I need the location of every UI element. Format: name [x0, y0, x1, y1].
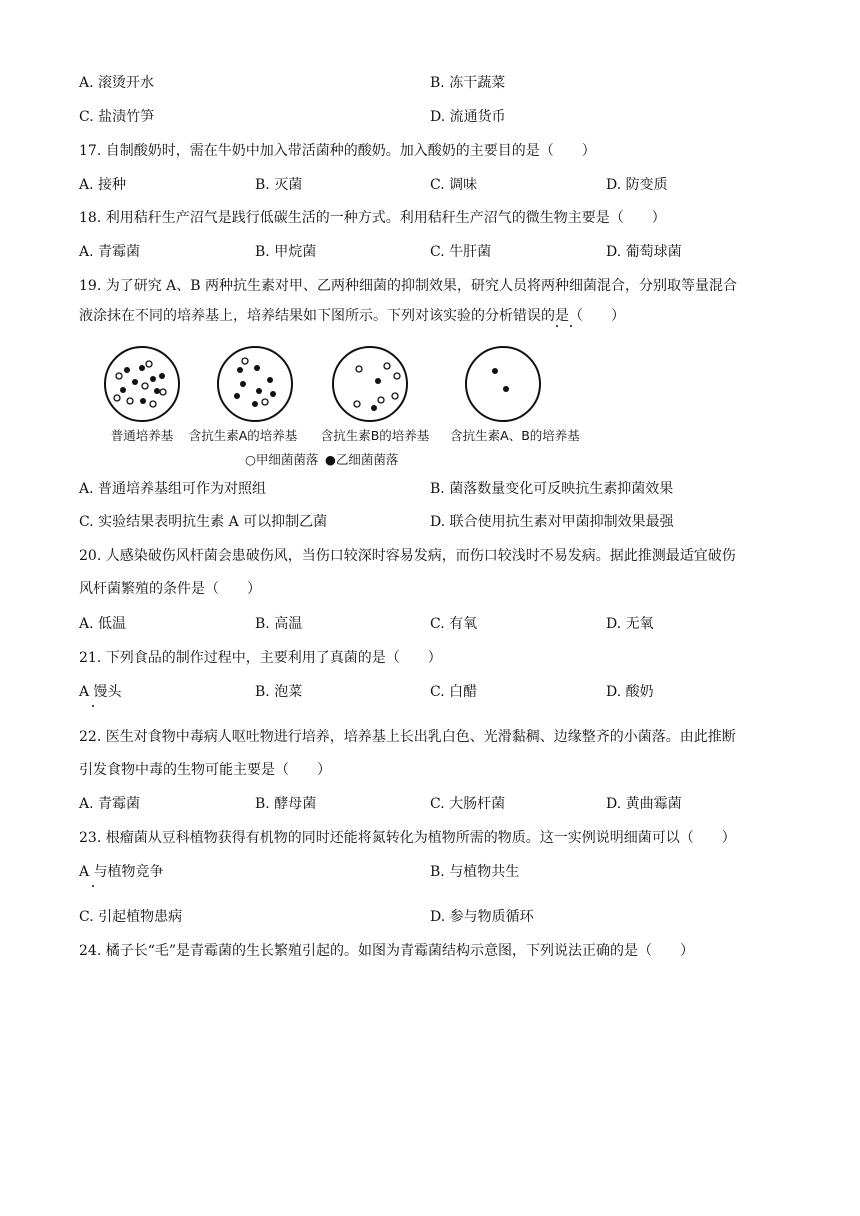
petri-dish-antibiotic-b	[333, 347, 407, 421]
emphasis-dot	[570, 325, 572, 327]
q23-option-c: C. 引起植物患病	[79, 909, 183, 925]
q19-option-b: B. 菌落数量变化可反映抗生素抑菌效果	[430, 481, 674, 497]
q18-stem: 18. 利用秸秆生产沼气是践行低碳生活的一种方式。利用秸秆生产沼气的微生物主要是（ ）	[79, 210, 666, 226]
q24-stem: 24. 橘子长“毛”是青霉菌的生长繁殖引起的。如图为青霉菌结构示意图，下列说法正确的是（ ）	[79, 943, 695, 959]
option-dot	[92, 705, 94, 707]
q23-stem: 23. 根瘤菌从豆科植物获得有机物的同时还能将氮转化为植物所需的物质。这一实例说明细菌可以（ ）	[79, 830, 736, 846]
q23-option-d: D. 参与物质循环	[430, 909, 534, 925]
q16-option-c: C. 盐渍竹笋	[79, 109, 155, 125]
petri-dish-ordinary	[105, 347, 179, 421]
q16-option-a: A. 滚烫开水	[79, 75, 155, 91]
q22-option-b: B. 酵母菌	[255, 796, 317, 812]
option-dot	[92, 885, 94, 887]
q16-option-b: B. 冻干蔬菜	[430, 75, 506, 91]
q21-option-a: A 馒头	[79, 684, 122, 700]
q21-option-c: C. 白醋	[430, 684, 478, 700]
petri-dish-antibiotic-a	[218, 347, 292, 421]
dish-label-ab: 含抗生素A、B的培养基	[450, 428, 580, 443]
q18-option-a: A. 青霉菌	[79, 244, 141, 260]
q22-option-d: D. 黄曲霉菌	[606, 796, 682, 812]
dish-label-ordinary: 普通培养基	[110, 428, 174, 443]
q16-option-d: D. 流通货币	[430, 109, 506, 125]
q18-option-d: D. 葡萄球菌	[606, 244, 682, 260]
q17-option-c: C. 调味	[430, 177, 478, 193]
q17-option-b: B. 灭菌	[255, 177, 303, 193]
q18-option-b: B. 甲烷菌	[255, 244, 317, 260]
q23-option-a: A 与植物竞争	[79, 864, 164, 880]
q21-stem: 21. 下列食品的制作过程中，主要利用了真菌的是（ ）	[79, 650, 442, 666]
q20-option-b: B. 高温	[255, 616, 303, 632]
q17-option-a: A. 接种	[79, 177, 127, 193]
q17-stem: 17. 自制酸奶时，需在牛奶中加入带活菌种的酸奶。加入酸奶的主要目的是（ ）	[79, 143, 596, 159]
q19-option-a: A. 普通培养基组可作为对照组	[79, 481, 267, 497]
q20-option-d: D. 无氧	[606, 616, 654, 632]
q20-stem-line1: 20. 人感染破伤风杆菌会患破伤风，当伤口较深时容易发病，而伤口较浅时不易发病。据此推测最适宜破伤	[79, 548, 736, 564]
q20-option-c: C. 有氧	[430, 616, 478, 632]
q20-option-a: A. 低温	[79, 616, 127, 632]
q22-option-a: A. 青霉菌	[79, 796, 141, 812]
q23-option-b: B. 与植物共生	[430, 864, 520, 880]
q21-option-d: D. 酸奶	[606, 684, 654, 700]
petri-dish-figure	[95, 346, 595, 472]
q17-option-d: D. 防变质	[606, 177, 668, 193]
q18-option-c: C. 牛肝菌	[430, 244, 492, 260]
q22-option-c: C. 大肠杆菌	[430, 796, 506, 812]
q21-option-b: B. 泡菜	[255, 684, 303, 700]
dish-label-a: 含抗生素A的培养基	[188, 428, 298, 443]
q19-stem-line2: 液涂抹在不同的培养基上，培养结果如下图所示。下列对该实验的分析错误的是（ ）	[79, 308, 625, 324]
q22-stem-line1: 22. 医生对食物中毒病人呕吐物进行培养，培养基上长出乳白色、光滑黏稠、边缘整齐的小菌落。由此推断	[79, 729, 736, 745]
q20-stem-line2: 风杆菌繁殖的条件是（ ）	[79, 581, 261, 597]
dish-label-b: 含抗生素B的培养基	[320, 428, 430, 443]
q22-stem-line2: 引发食物中毒的生物可能主要是（ ）	[79, 762, 331, 778]
legend-jia: ○甲细菌菌落	[245, 452, 319, 467]
legend-yi: ●乙细菌菌落	[325, 452, 399, 467]
q19-stem-line1: 19. 为了研究 A、B 两种抗生素对甲、乙两种细菌的抑制效果，研究人员将两种细菌混合，分别取等量混合	[79, 278, 738, 294]
q19-option-c: C. 实验结果表明抗生素 A 可以抑制乙菌	[79, 514, 328, 530]
emphasis-dot	[556, 325, 558, 327]
petri-dish-antibiotic-ab	[466, 347, 540, 421]
q19-option-d: D. 联合使用抗生素对甲菌抑制效果最强	[430, 514, 674, 530]
